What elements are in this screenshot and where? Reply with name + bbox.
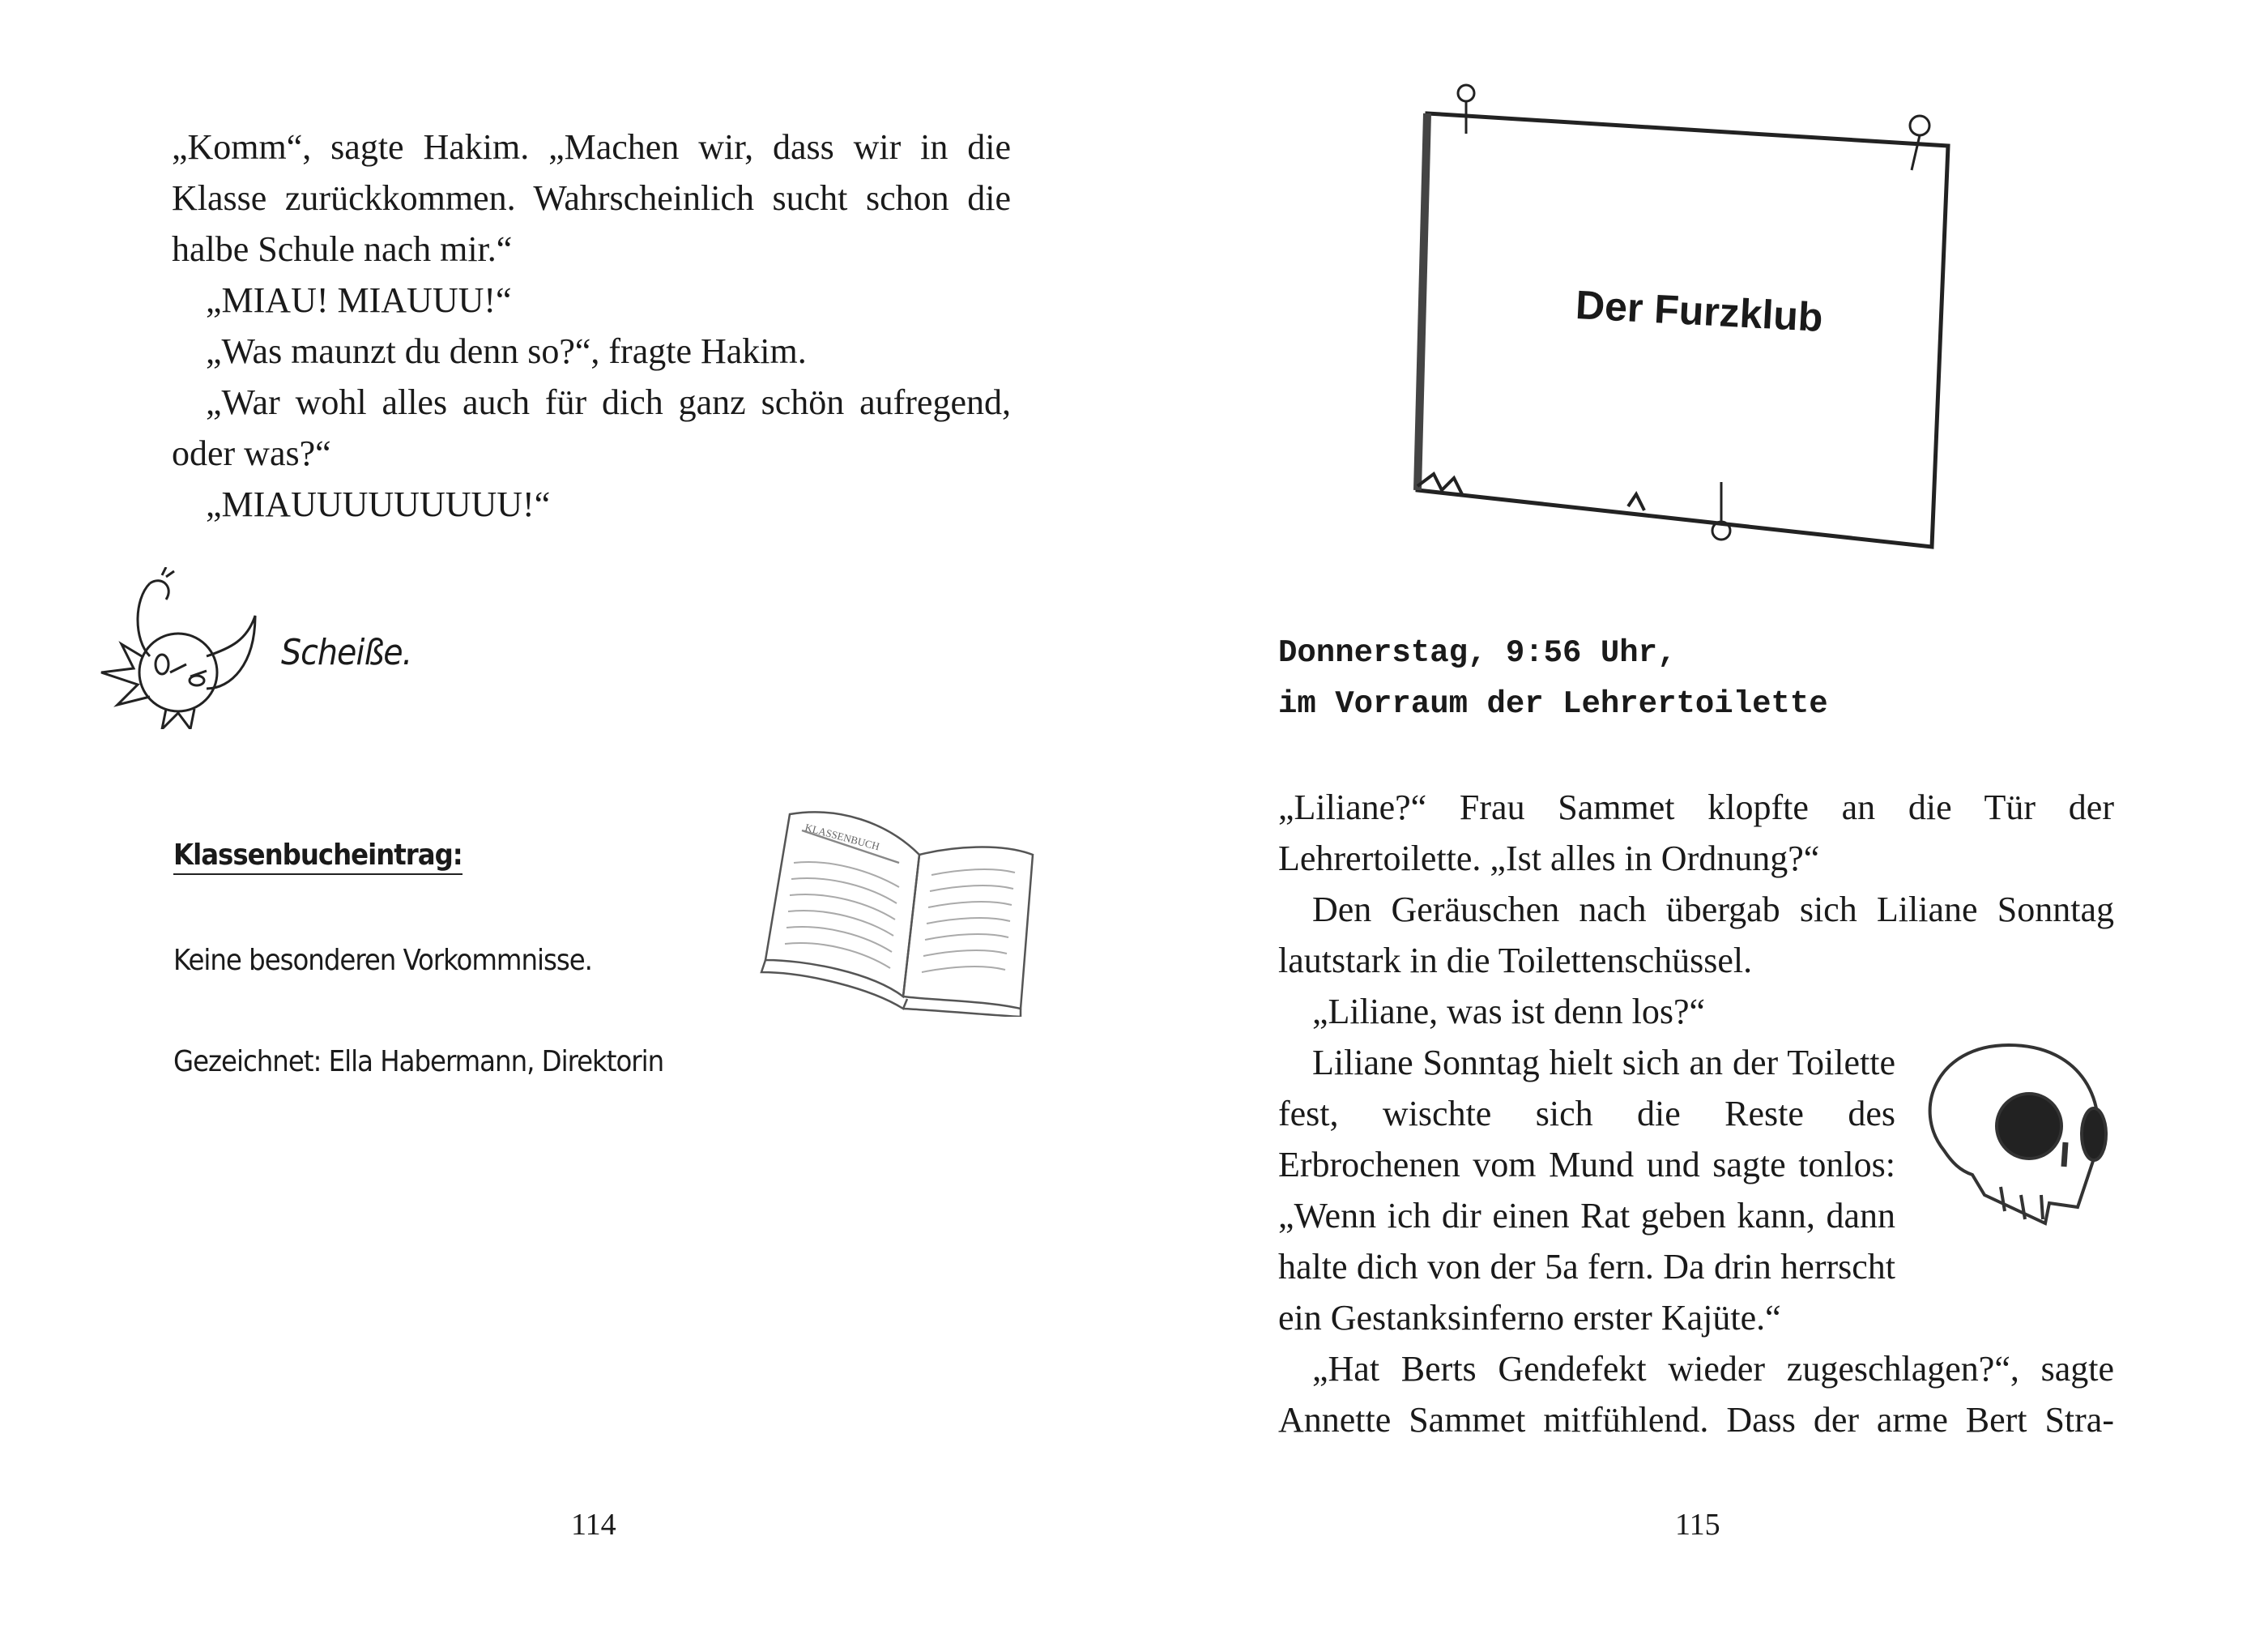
cat-speech: Scheiße.	[281, 632, 412, 673]
paragraph: Liliane Sonntag hielt sich an der Toilette fest, wischte sich die Reste des Erbrochenen vom Mund und sagte tonlos: „Wenn ich dir einen Rat geben kann, dann halte dich von der 5a fern. Da drin herrscht ein Gestanksinferno erster Kajüte.“	[1278, 1043, 1895, 1338]
right-page	[1134, 0, 2268, 1643]
paragraph: „War wohl alles auch für dich ganz schön aufregend, oder was?“	[172, 382, 1011, 473]
sign-title: Der Furzklub	[1574, 282, 1824, 340]
scene-heading-place: im Vorraum der Lehrertoilette	[1278, 686, 1828, 722]
paragraph: „Komm“, sagte Hakim. „Machen wir, dass wir in die Klasse zurückkommen. Wahrscheinlich sucht schon die halbe Schule nach mir.“	[172, 127, 1011, 269]
open-book-illustration	[757, 798, 1049, 1017]
note-line-1: Keine besonderen Vorkommnisse.	[173, 944, 592, 977]
note-line-2: Gezeichnet: Ella Habermann, Direktorin	[173, 1045, 664, 1078]
paragraph: „MIAU! MIAUUU!“	[206, 280, 512, 320]
paragraph: „Was maunzt du denn so?“, fragte Hakim.	[206, 331, 807, 371]
note-heading: Klassenbucheintrag:	[173, 839, 463, 875]
page-number: 114	[571, 1508, 616, 1542]
paragraph: „Liliane, was ist denn los?“	[1312, 992, 1706, 1031]
paragraph: „Hat Berts Gendefekt wieder zugeschlagen?“, sagte Annette Sammet mitfühlend. Dass der arme Bert Stra-	[1278, 1349, 2114, 1440]
paragraph: „Liliane?“ Frau Sammet klopfte an die Tür der Lehrertoilette. „Ist alles in Ordnung?“	[1278, 787, 2114, 878]
scene-heading	[1278, 628, 1828, 730]
paragraph: Den Geräuschen nach übergab sich Liliane Sonntag lautstark in die Toilettenschüssel.	[1278, 890, 2114, 980]
book-label: KLASSENBUCH	[804, 821, 881, 853]
skull-illustration	[1912, 1037, 2114, 1248]
page-number: 115	[1675, 1508, 1720, 1542]
scene-heading-time: Donnerstag, 9:56 Uhr,	[1278, 635, 1677, 671]
story-text-left	[172, 122, 1011, 530]
story-text-right	[1278, 782, 2114, 1445]
paragraph: „MIAUUUUUUUUU!“	[206, 484, 551, 524]
angry-cat-illustration	[85, 567, 271, 729]
